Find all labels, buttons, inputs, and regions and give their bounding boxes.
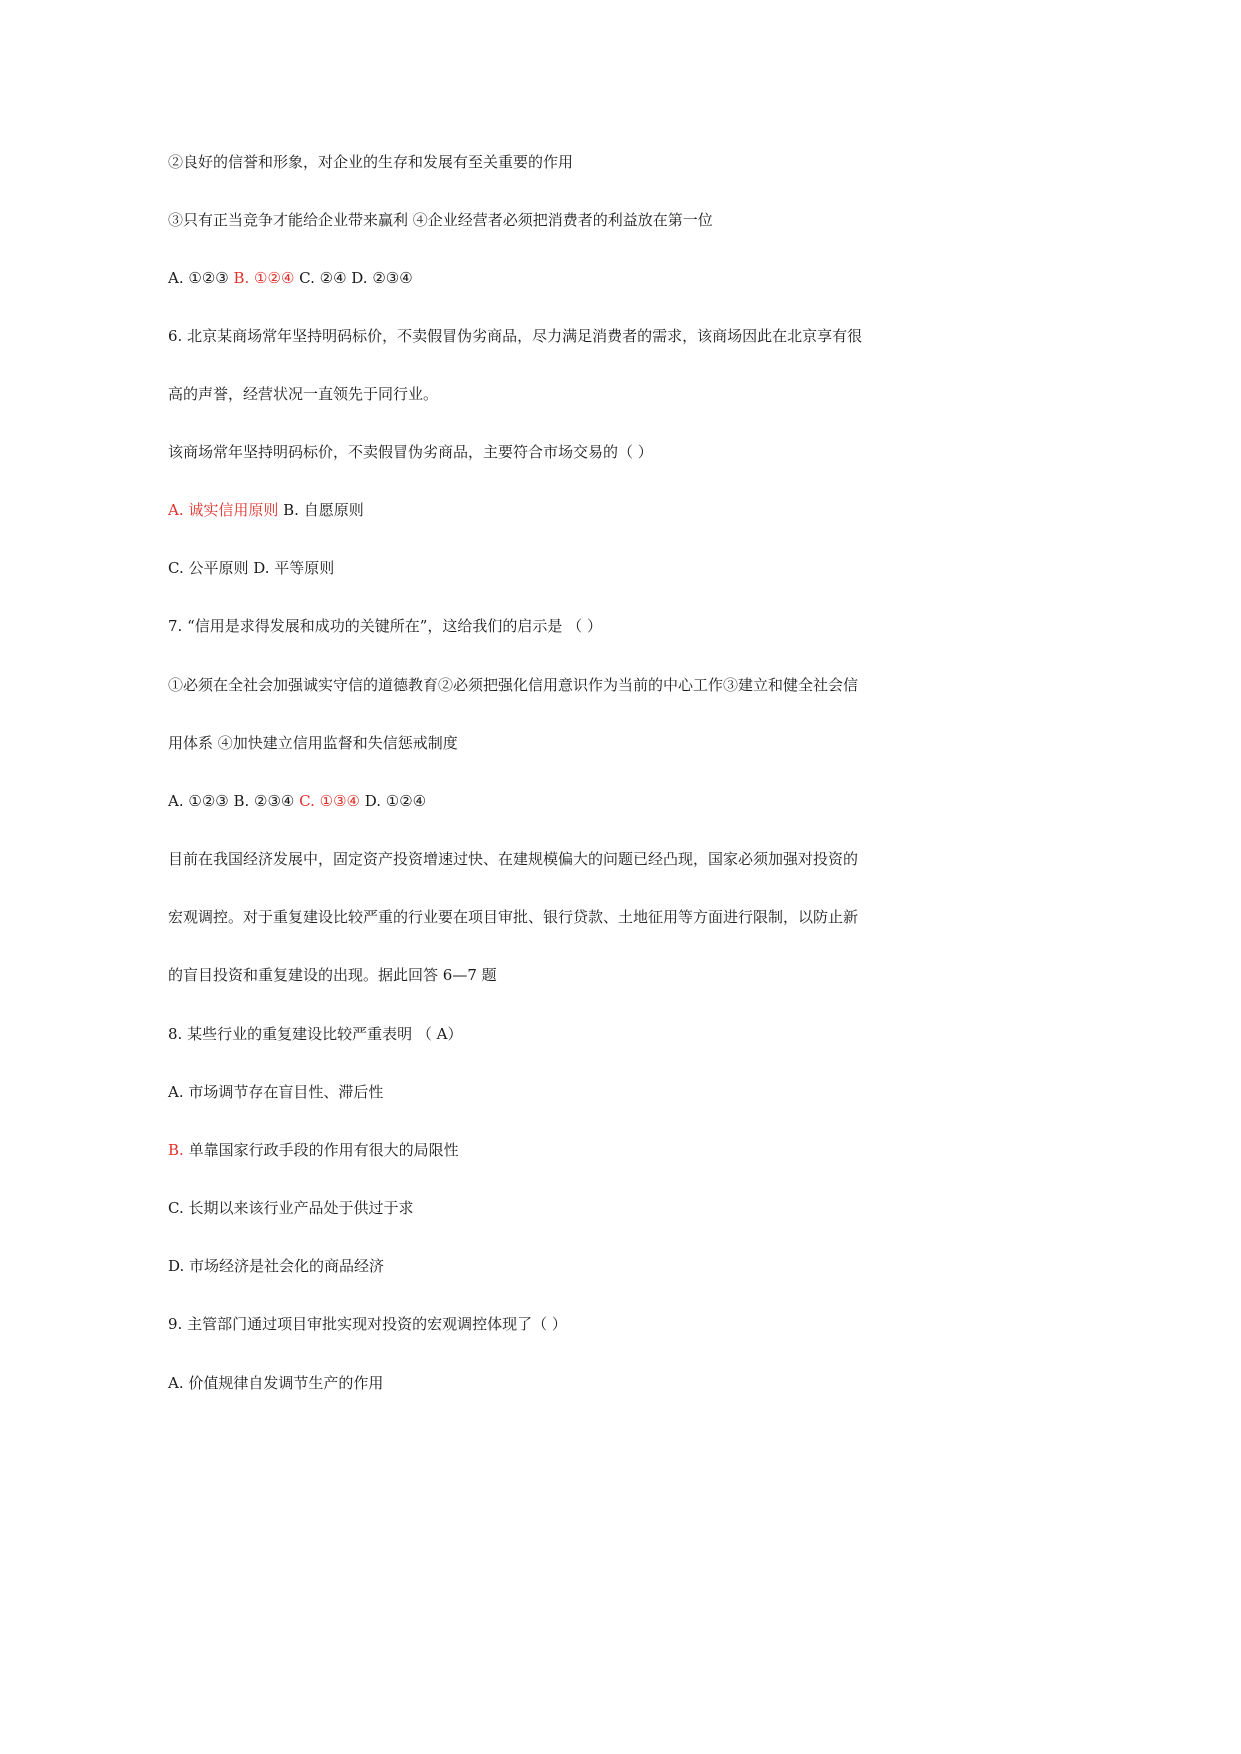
highlighted-answer: A. 诚实信用原则 [168, 501, 279, 519]
paragraph-line: 宏观调控。对于重复建设比较严重的行业要在项目审批、银行贷款、土地征用等方面进行限制，以防止新 [168, 908, 859, 926]
answer-options-q7 [168, 791, 968, 811]
paragraph-line: ②良好的信誉和形象，对企业的生存和发展有至关重要的作用 [168, 153, 574, 171]
option-text: A. ①②③ [168, 269, 234, 287]
question-stem: 该商场常年坚持明码标价，不卖假冒伪劣商品，主要符合市场交易的（ ） [168, 443, 653, 461]
answer-options-q5 [168, 268, 968, 288]
question-6: 6. 北京某商场常年坚持明码标价，不卖假冒伪劣商品，尽力满足消费者的需求，该商场因此在北京享有很 [168, 327, 863, 345]
option-a: A. 市场调节存在盲目性、滞后性 [168, 1083, 384, 1101]
option-c: C. 长期以来该行业产品处于供过于求 [168, 1199, 414, 1217]
option-text: C. ②④ D. ②③④ [294, 269, 413, 287]
paragraph-line: 高的声誉，经营状况一直领先于同行业。 [168, 385, 439, 403]
question-7: 7. “信用是求得发展和成功的关键所在”，这给我们的启示是 （ ） [168, 617, 602, 635]
paragraph-line: 的盲目投资和重复建设的出现。据此回答 6—7 题 [168, 966, 497, 984]
highlighted-answer: B. ①②④ [233, 269, 295, 287]
highlighted-answer: C. ①③④ [299, 792, 360, 810]
answer-options-q6-ab [168, 500, 968, 520]
paragraph-line: ①必须在全社会加强诚实守信的道德教育②必须把强化信用意识作为当前的中心工作③建立和健全社会信 [168, 676, 859, 694]
answer-options-q6-cd: C. 公平原则 D. 平等原则 [168, 559, 335, 577]
highlighted-answer: B. [168, 1141, 184, 1159]
question-8: 8. 某些行业的重复建设比较严重表明 （ A） [168, 1025, 463, 1043]
option-d: D. 市场经济是社会化的商品经济 [168, 1257, 385, 1275]
paragraph-line: ③只有正当竞争才能给企业带来赢利 ④企业经营者必须把消费者的利益放在第一位 [168, 211, 713, 229]
option-text: D. ①②④ [359, 792, 427, 810]
option-a: A. 价值规律自发调节生产的作用 [168, 1374, 384, 1392]
paragraph-line: 用体系 ④加快建立信用监督和失信惩戒制度 [168, 734, 458, 752]
question-9: 9. 主管部门通过项目审批实现对投资的宏观调控体现了（ ） [168, 1315, 567, 1333]
option-text: 单靠国家行政手段的作用有很大的局限性 [183, 1141, 459, 1159]
option-text: B. 自愿原则 [278, 501, 364, 519]
option-b [168, 1140, 968, 1160]
paragraph-line: 目前在我国经济发展中，固定资产投资增速过快、在建规模偏大的问题已经凸现，国家必须加强对投资的 [168, 850, 859, 868]
option-text: A. ①②③ B. ②③④ [168, 792, 300, 810]
